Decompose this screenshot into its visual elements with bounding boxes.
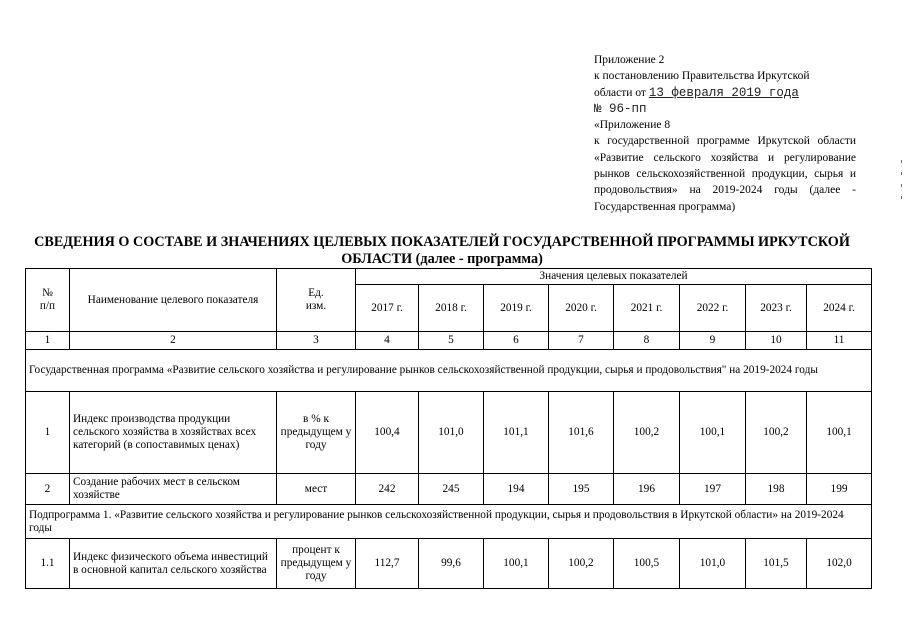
header-row-group — [26, 269, 872, 285]
row-value: 101,1 — [484, 392, 549, 474]
table-row — [26, 539, 872, 589]
row-value: 100,2 — [746, 392, 807, 474]
row-name: Индекс производства продукции сельского хозяйства в хозяйствах всех категорий (в сопоставимых ценах) — [70, 392, 277, 474]
header-name: Наименование целевого показателя — [70, 269, 277, 332]
annex-paragraph: к государственной программе Иркутской области «Развитие сельского хозяйства и регулирование рынков сельскохозяйственной продукции, сырья и продовольствия» на 2019-2024 годы (далее - Государственная программа) — [594, 135, 856, 213]
header-year: 2021 г. — [614, 285, 680, 332]
row-unit: мест — [277, 474, 356, 505]
row-value: 199 — [807, 474, 872, 505]
section-subprogram-1: Подпрограмма 1. «Развитие сельского хозяйства и регулирование рынков сельскохозяйственной продукции, сырья и продовольствия в Иркутской области» на 2019-2024 годы — [26, 505, 872, 539]
row-value: 100,5 — [614, 539, 680, 589]
header-year: 2017 г. — [356, 285, 419, 332]
column-number: 10 — [746, 332, 807, 350]
header-year: 2024 г. — [807, 285, 872, 332]
column-number: 7 — [549, 332, 614, 350]
row-unit: в % к предыдущем у году — [277, 392, 356, 474]
column-number: 1 — [26, 332, 70, 350]
header-year: 2018 г. — [419, 285, 484, 332]
annex-number: № 96-пп — [594, 101, 647, 116]
table-row — [26, 392, 872, 474]
header-unit: Ед. изм. — [277, 269, 356, 332]
row-value: 194 — [484, 474, 549, 505]
row-value: 112,7 — [356, 539, 419, 589]
row-value: 242 — [356, 474, 419, 505]
row-num: 2 — [26, 474, 70, 505]
column-number: 6 — [484, 332, 549, 350]
row-name: Создание рабочих мест в сельском хозяйстве — [70, 474, 277, 505]
column-number: 2 — [70, 332, 277, 350]
row-value: 100,2 — [549, 539, 614, 589]
header-values-group: Значения целевых показателей — [356, 269, 872, 285]
section-state-program: Государственная программа «Развитие сельского хозяйства и регулирование рынков сельскохозяйственной продукции, сырья и продовольствия" на 2019-2024 годы — [26, 350, 872, 392]
annex-block — [594, 52, 856, 215]
row-unit: процент к предыдущем у году — [277, 539, 356, 589]
row-value: 100,2 — [614, 392, 680, 474]
row-value: 101,0 — [419, 392, 484, 474]
row-value: 100,1 — [807, 392, 872, 474]
row-value: 101,5 — [746, 539, 807, 589]
row-num: 1.1 — [26, 539, 70, 589]
column-number: 8 — [614, 332, 680, 350]
column-number: 5 — [419, 332, 484, 350]
annex-title: Приложение 2 — [594, 54, 665, 66]
annex-date-prefix: области от — [594, 86, 646, 99]
row-value: 197 — [680, 474, 746, 505]
column-number: 9 — [680, 332, 746, 350]
row-value: 245 — [419, 474, 484, 505]
row-value: 100,1 — [680, 392, 746, 474]
column-number-row — [26, 332, 872, 350]
row-value: 100,1 — [484, 539, 549, 589]
header-num: № п/п — [26, 269, 70, 332]
row-value: 101,6 — [549, 392, 614, 474]
header-year: 2019 г. — [484, 285, 549, 332]
row-value: 102,0 — [807, 539, 872, 589]
row-num: 1 — [26, 392, 70, 474]
indicators-table — [25, 268, 872, 589]
annex-date-line — [594, 85, 856, 101]
row-value: 195 — [549, 474, 614, 505]
annex-resolution: к постановлению Правительства Иркутской — [594, 70, 810, 83]
section-row — [26, 505, 872, 539]
row-name: Индекс физического объема инвестиций в основной капитал сельского хозяйства — [70, 539, 277, 589]
section-row — [26, 350, 872, 392]
column-number: 3 — [277, 332, 356, 350]
column-number: 4 — [356, 332, 419, 350]
table-row — [26, 474, 872, 505]
annex-sub-title: «Приложение 8 — [594, 119, 671, 132]
row-value: 99,6 — [419, 539, 484, 589]
row-value: 198 — [746, 474, 807, 505]
scan-edge-marks — [901, 160, 903, 221]
column-number: 11 — [807, 332, 872, 350]
row-value: 196 — [614, 474, 680, 505]
row-value: 101,0 — [680, 539, 746, 589]
header-year: 2023 г. — [746, 285, 807, 332]
annex-date: 13 февраля 2019 года — [648, 85, 799, 100]
header-year: 2022 г. — [680, 285, 746, 332]
scan-edge-marks-icon — [901, 160, 903, 220]
document-title: СВЕДЕНИЯ О СОСТАВЕ И ЗНАЧЕНИЯХ ЦЕЛЕВЫХ ПОКАЗАТЕЛЕЙ ГОСУДАРСТВЕННОЙ ПРОГРАММЫ ИРКУТСКОЙ ОБЛАСТИ (далее - программа) — [34, 234, 850, 267]
header-year: 2020 г. — [549, 285, 614, 332]
row-value: 100,4 — [356, 392, 419, 474]
